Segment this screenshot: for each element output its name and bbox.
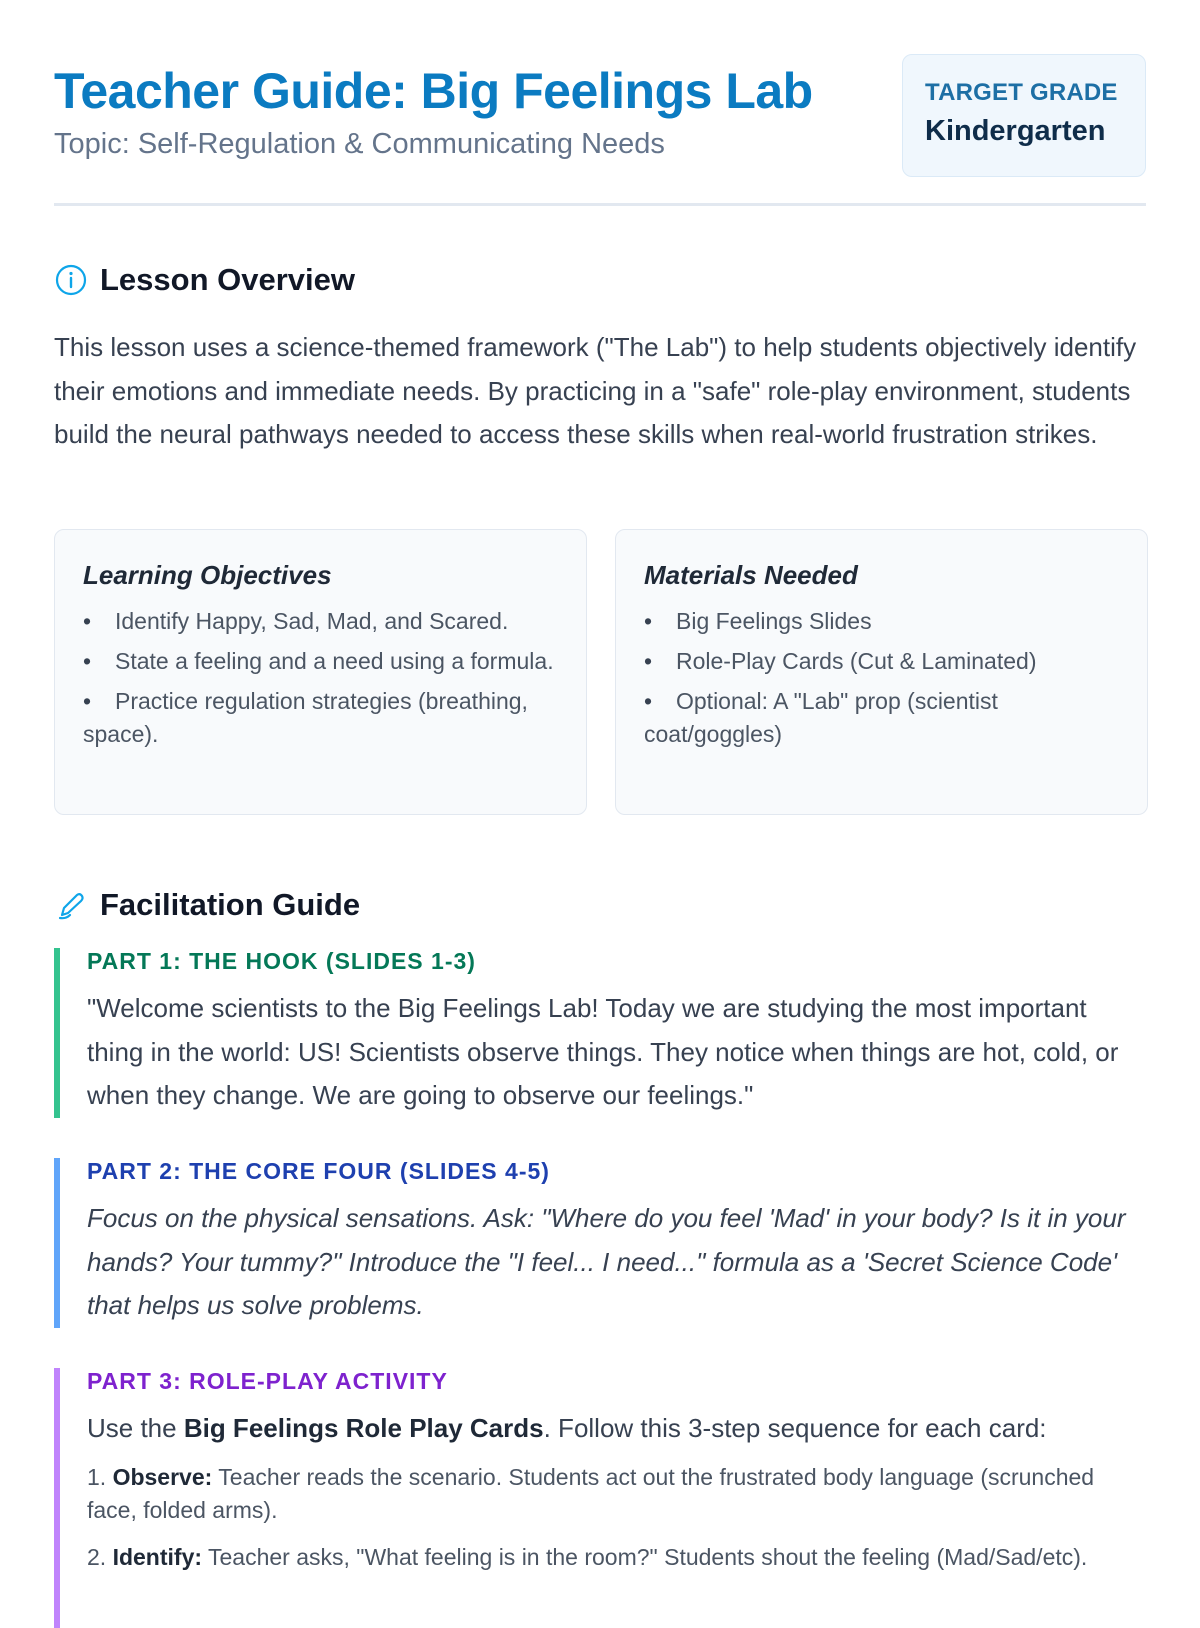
lesson-overview-title: Lesson Overview [100, 262, 356, 297]
part-1-hook [54, 948, 1148, 1118]
part-2-accent-bar [54, 1158, 60, 1328]
part-1-body: "Welcome scientists to the Big Feelings Lab! Today we are studying the most important thing in the world: US! Scientists observe things. They notice when things are hot, cold, or when they change. We are going to observe our feelings." [87, 993, 1119, 1110]
overview-cards [54, 529, 1148, 815]
part-2-core-four [54, 1158, 1148, 1328]
learning-objectives-card [54, 529, 587, 815]
list-item: • Big Feelings Slides [644, 608, 872, 634]
pen-icon [54, 888, 88, 922]
part-3-role-play [54, 1368, 1148, 1628]
page-title: Teacher Guide: Big Feelings Lab [54, 63, 813, 119]
list-item: • Practice regulation strategies (breathing, space). [83, 688, 528, 747]
part-3-accent-bar [54, 1368, 60, 1628]
target-grade-label: TARGET GRADE [925, 79, 1118, 106]
info-icon [54, 263, 88, 297]
part-3-body-text: Use the [87, 1413, 184, 1443]
part-2-body: Focus on the physical sensations. Ask: "Where do you feel 'Mad' in your body? Is it in your hands? Your tummy?" Introduce the "I feel... I need..." formula as a 'Secret Science Code' that helps us solve problems. [87, 1203, 1126, 1320]
step-term: Identify: [112, 1543, 203, 1570]
list-item-text: Big Feelings Slides [676, 608, 872, 634]
part-2-label: PART 2: THE CORE FOUR (SLIDES 4-5) [87, 1158, 550, 1184]
step-number: 2. [87, 1543, 107, 1570]
lesson-overview-text: This lesson uses a science-themed framework ("The Lab") to help students objectively identify their emotions and immediate needs. By practicing in a "safe" role-play environment, students build the neural pathways needed to access these skills when real-world frustration strikes. [54, 332, 1137, 449]
part-1-label: PART 1: THE HOOK (SLIDES 1-3) [87, 948, 476, 974]
guide-header [54, 0, 1146, 206]
list-item-text: Role-Play Cards (Cut & Laminated) [676, 648, 1037, 674]
part-1-accent-bar [54, 948, 60, 1118]
target-grade-value: Kindergarten [925, 115, 1106, 147]
role-play-steps [87, 1461, 1148, 1574]
list-item-text: Identify Happy, Sad, Mad, and Scared. [115, 608, 509, 634]
list-item: • Identify Happy, Sad, Mad, and Scared. [83, 608, 509, 634]
role-play-cards-name: Big Feelings Role Play Cards [183, 1413, 544, 1443]
list-item: • Role-Play Cards (Cut & Laminated) [644, 648, 1037, 674]
list-item [87, 1461, 1148, 1527]
list-item-text: State a feeling and a need using a formula. [115, 648, 554, 674]
step-term: Observe: [112, 1463, 213, 1490]
lesson-overview-heading [54, 262, 355, 298]
list-item [87, 1541, 1148, 1574]
materials-needed-card [615, 529, 1148, 815]
part-3-label: PART 3: ROLE-PLAY ACTIVITY [87, 1368, 448, 1394]
learning-objectives-list [83, 605, 558, 751]
materials-needed-list [644, 605, 1119, 751]
list-item-text: Optional: A "Lab" prop (scientist coat/goggles) [644, 688, 998, 747]
learning-objectives-title: Learning Objectives [83, 560, 332, 590]
part-3-body-text: . Follow this 3-step sequence for each card: [543, 1413, 1047, 1443]
step-text: Teacher asks, "What feeling is in the room?" Students shout the feeling (Mad/Sad/etc). [202, 1543, 1088, 1570]
part-3-body [87, 1407, 1148, 1451]
step-text: Teacher reads the scenario. Students act out the frustrated body language (scrunched face, folded arms). [87, 1463, 1095, 1523]
facilitation-guide-heading [54, 887, 360, 923]
list-item-text: Practice regulation strategies (breathing, space). [83, 688, 528, 747]
target-grade-badge [902, 54, 1146, 177]
materials-needed-title: Materials Needed [644, 560, 858, 590]
step-number: 1. [87, 1463, 107, 1490]
facilitation-guide-title: Facilitation Guide [100, 887, 361, 922]
list-item: • Optional: A "Lab" prop (scientist coat/goggles) [644, 688, 998, 747]
page-subtitle: Topic: Self-Regulation & Communicating Needs [54, 128, 665, 160]
list-item: • State a feeling and a need using a formula. [83, 648, 554, 674]
